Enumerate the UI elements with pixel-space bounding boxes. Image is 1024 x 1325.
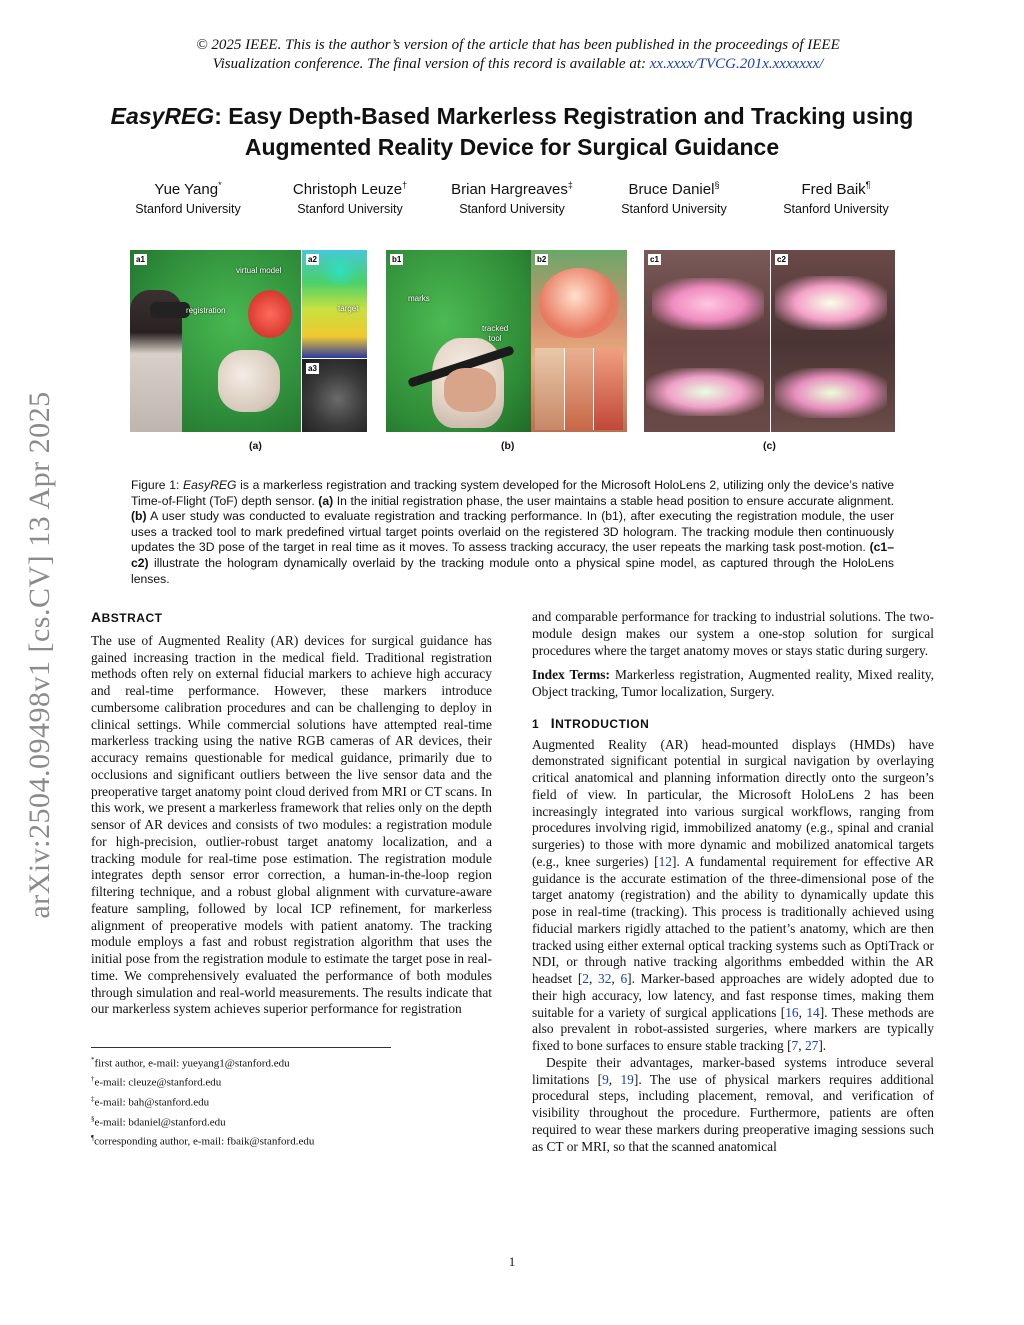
author-name: Brian Hargreaves <box>451 181 568 198</box>
figure-panel-c1 <box>644 250 770 432</box>
abstract-continuation: and comparable performance for tracking to industrial solutions. The two-module design makes our system a one-stop solution for surgical procedures where the target anatomy moves or stays static during surgery. <box>532 609 934 658</box>
author: Brian Hargreaves‡ Stanford University <box>432 175 592 218</box>
figure-panel-a3 <box>302 359 367 432</box>
citation-link[interactable]: 9 <box>602 1071 609 1087</box>
index-terms: Index Terms: Markerless registration, Augmented reality, Mixed reality, Object tracking, Tumor localization, Surgery. <box>532 667 934 699</box>
annotation-tracked-tool: tracked tool <box>482 324 509 343</box>
intro-paragraph-1: Augmented Reality (AR) head-mounted displays (HMDs) have demonstrated significant potential in surgical navigation by overlaying critical anatomical and planning information directly onto the surgeon’s field of view. In particular, the Microsoft HoloLens 2 has been increasingly integrated into various surgical workflows, ranging from procedures involving rigid, immobilized anatomy (e.g., spinal and cranial surgeries) to those with more dynamic and mobilized anatomical targets (e.g., knee surgeries) [12]. A fundamental requirement for effective AR guidance is the accurate estimation of the three-dimensional pose of the target anatomy (registration) and the ability to dynamically update this pose in real-time (tracking). This process is traditionally achieved using fiducial markers rigidly attached to the patient’s anatomy, which are then tracked using either external optical tracking systems such as OptiTrack or NDI, or through native tracking algorithms embedded within the AR headset [2, 32, 6]. Marker-based approaches are widely adopted due to their high accuracy, low latency, and fast response times, making them suitable for a variety of surgical applications [16, 14]. These methods are also prevalent in robot-assisted surgeries, where markers are typically fixed to bone surfaces to ensure stable tracking [7, 27]. <box>532 736 935 1053</box>
author-affiliation: Stanford University <box>135 202 241 216</box>
author-name: Bruce Daniel <box>628 181 715 198</box>
footnote-rule <box>91 1047 391 1048</box>
figure-sublabel-c: (c) <box>763 440 776 452</box>
spine-hologram-top <box>652 278 764 330</box>
annotation-target: target <box>338 304 359 313</box>
author-affiliation: Stanford University <box>459 202 565 216</box>
figure-sublabel-b: (b) <box>501 440 515 452</box>
abstract-heading: ABSTRACT <box>91 609 163 625</box>
author-affiliation: Stanford University <box>783 202 889 216</box>
citation-link[interactable]: 16 <box>785 1004 799 1020</box>
panel-label: b1 <box>392 255 402 264</box>
copyright-line-1: © 2025 IEEE. This is the author’s version of the article that has been published in the proceedings of IEEE <box>196 37 840 53</box>
author: Fred Baik¶ Stanford University <box>756 175 916 218</box>
citation-link[interactable]: 6 <box>620 971 628 986</box>
spine-hologram-bottom <box>646 368 764 416</box>
footnote: ‡e-mail: bah@stanford.edu <box>91 1095 210 1109</box>
zoom-strip <box>535 348 623 430</box>
copyright-notice <box>133 36 903 74</box>
annotation-registration: registration <box>186 306 226 315</box>
author-list <box>108 175 916 218</box>
head-phantom <box>218 350 280 412</box>
author-affiliation: Stanford University <box>621 202 727 216</box>
copyright-line-2: Visualization conference. The final version of this record is available at: xx.xxxx/TVCG.201x.xxxxxxx/ <box>212 56 824 72</box>
author-affiliation: Stanford University <box>297 202 403 216</box>
figure-panel-b2 <box>531 250 627 432</box>
footnote: §e-mail: bdaniel@stanford.edu <box>91 1114 226 1129</box>
panel-label: c1 <box>650 255 659 264</box>
citation-link[interactable]: 14 <box>806 1004 820 1020</box>
author: Yue Yang* Stanford University <box>108 175 268 218</box>
citation-link[interactable]: 12 <box>658 853 672 869</box>
citation-link[interactable]: 27 <box>804 1038 819 1053</box>
figure-panel-a2 <box>302 250 367 358</box>
panel-label: a1 <box>136 255 145 264</box>
footnote: *first author, e-mail: yueyang1@stanford.edu <box>91 1055 290 1070</box>
author-name: Fred Baik <box>801 181 866 198</box>
spine-hologram-top <box>775 276 887 330</box>
left-column <box>91 609 492 1150</box>
author-name: Christoph Leuze <box>292 181 403 198</box>
figure-panel-b1 <box>386 250 531 432</box>
citation-link[interactable]: 19 <box>620 1071 634 1087</box>
figure-panel-a1 <box>130 250 301 432</box>
footnote: †e-mail: cleuze@stanford.edu <box>91 1075 222 1090</box>
paper-title <box>70 101 954 163</box>
hand <box>444 368 496 412</box>
title-line-2: Augmented Reality Device for Surgical Guidance <box>244 134 780 160</box>
panel-label: b2 <box>537 255 547 264</box>
figure-caption: Figure 1: EasyREG is a markerless registration and tracking system developed for the Microsoft HoloLens 2, utilizing only the device’s native Time-of-Flight (ToF) depth sensor. (a) In the initial registration phase, the user maintains a stable head position to ensure accurate alignment. (b) A user study was conducted to evaluate registration and tracking performance. In (b1), after executing the registration module, the user uses a tracked tool to mark predefined virtual target points overlaid on the registered 3D hologram. The tracking module then continuously updates the 3D pose of the target in real time as it moves. To assess tracking accuracy, the user repeats the marking task post-motion. (c1–c2) illustrate the hologram dynamically overlaid by the tracking module onto a physical spine model, as captured through the HoloLens lenses. <box>131 478 895 586</box>
annotation-marks: marks <box>408 294 430 303</box>
author: Bruce Daniel§ Stanford University <box>594 175 754 218</box>
spine-hologram-bottom <box>775 368 887 418</box>
citation-link[interactable]: 7 <box>791 1038 799 1053</box>
intro-paragraph-2: Despite their advantages, marker-based systems introduce several limitations [9, 19]. The use of physical markers requires additional procedural steps, including placement, removal, and verification of visibility throughout the procedure. Furthermore, patients are often required to wear these markers during preoperative imaging sessions such as CT or MRI, so that the scanned anatomical <box>532 1054 934 1154</box>
introduction-heading: 1 INTRODUCTION <box>532 714 650 731</box>
author-name: Yue Yang <box>154 181 219 198</box>
page-number: 1 <box>508 1254 516 1269</box>
abstract-text: The use of Augmented Reality (AR) devices for surgical guidance has gained increasing traction in the medical field. Traditional registration methods often rely on external fiducial markers to achieve high accuracy and real-time performance. However, these markers introduce cumbersome calibration procedures and can be challenging to deploy in clinical settings. While commercial solutions have attempted real-time markerless tracking using the native RGB cameras of AR devices, their accuracy remains questionable for medical guidance, primarily due to occlusions and significant outliers between the live sensor data and the preoperative target anatomy point cloud derived from MRI or CT scans. In this work, we present a markerless framework that relies only on the depth sensor of AR devices and consists of two modules: a registration module for high-precision, outlier-robust target anatomy localization, and a tracking module for real-time pose estimation. The registration module integrates depth sensor error correction, a human-in-the-loop region filtering technique, and a robust global alignment with curvature-aware feature sampling, followed by local ICP refinement, for markerless alignment of preoperative models with patient anatomy. The tracking module employs a fast and robust registration algorithm that uses the initial pose from the registration module to estimate the target pose in real-time. We comprehensively evaluated the performance of both modules through simulation and real-world measurements. The results indicate that our markerless system achieves superior performance for registration <box>91 632 492 1017</box>
depth-blob <box>320 256 360 286</box>
citation-link[interactable]: 2 <box>582 971 589 986</box>
author: Christoph Leuze† Stanford University <box>270 175 430 218</box>
doi-link[interactable]: xx.xxxx/TVCG.201x.xxxxxxx/ <box>649 56 824 72</box>
virtual-model-hologram <box>248 290 292 338</box>
panel-label: a3 <box>308 364 317 373</box>
panel-label: c2 <box>777 255 786 264</box>
panel-label: a2 <box>308 255 317 264</box>
annotation-virtual-model: virtual model <box>236 266 282 275</box>
arxiv-stamp: arXiv:2504.09498v1 [cs.CV] 13 Apr 2025 <box>23 391 56 919</box>
hololens-headset <box>150 302 190 318</box>
figure-panel-c2 <box>771 250 895 432</box>
right-column <box>532 609 934 1155</box>
hologram-overlay <box>539 268 619 338</box>
figure-sublabel-a: (a) <box>249 440 262 452</box>
title-line-1: EasyREG: Easy Depth-Based Markerless Registration and Tracking using <box>110 103 914 129</box>
citation-link[interactable]: 32 <box>598 971 612 986</box>
footnote: ¶corresponding author, e-mail: fbaik@stanford.edu <box>91 1134 315 1149</box>
title-system-name: EasyREG <box>110 103 215 129</box>
